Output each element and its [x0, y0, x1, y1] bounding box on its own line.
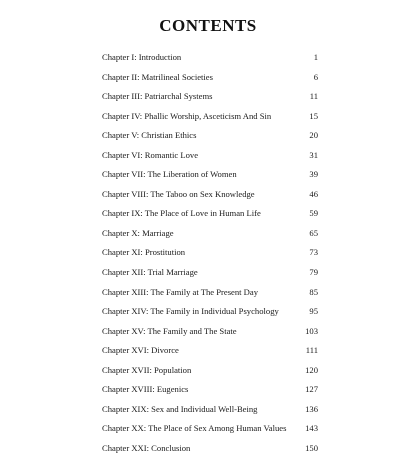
chapter-title: Chapter V: Christian Ethics [102, 130, 197, 141]
page-number: 11 [309, 91, 318, 102]
page-number: 31 [309, 149, 318, 160]
toc-entry [102, 50, 318, 70]
chapter-title: Chapter XI: Prostitution [102, 247, 186, 258]
page-number: 73 [309, 247, 318, 258]
toc-entry [102, 343, 318, 363]
chapter-title: Chapter XIV: The Family in Individual Psychology [102, 306, 279, 317]
chapter-title: Chapter XXI: Conclusion [102, 442, 191, 453]
toc-entry [102, 441, 318, 460]
page-number: 143 [305, 423, 318, 434]
page-number: 95 [309, 306, 318, 317]
chapter-title: Chapter XVII: Population [102, 364, 192, 375]
toc-entry [102, 226, 318, 246]
chapter-title: Chapter II: Matrilineal Societies [102, 71, 213, 82]
chapter-title: Chapter VII: The Liberation of Women [102, 169, 237, 180]
chapter-title: Chapter IX: The Place of Love in Human Life [102, 208, 261, 219]
page-number: 59 [309, 208, 318, 219]
page-number: 103 [305, 325, 318, 336]
page-number: 1 [313, 52, 318, 62]
page-number: 6 [313, 71, 318, 82]
page-number: 20 [309, 130, 318, 141]
toc-entry [102, 70, 318, 90]
page-number: 85 [309, 286, 318, 297]
page-number: 79 [309, 267, 318, 278]
toc-entry [102, 128, 318, 148]
toc-entry [102, 304, 318, 324]
chapter-title: Chapter X: Marriage [102, 227, 174, 238]
toc-entry [102, 421, 318, 441]
page-number: 65 [309, 227, 318, 238]
page-number: 127 [305, 384, 318, 395]
page-number: 150 [305, 442, 318, 453]
toc-entry [102, 187, 318, 207]
toc-entry [102, 363, 318, 383]
chapter-title: Chapter XX: The Place of Sex Among Human Values [102, 423, 287, 434]
chapter-title: Chapter XVI: Divorce [102, 345, 179, 356]
page-number: 111 [305, 345, 318, 356]
chapter-title: Chapter VIII: The Taboo on Sex Knowledge [102, 188, 255, 199]
page-number: 120 [305, 364, 318, 375]
toc-entry [102, 89, 318, 109]
toc-entry [102, 285, 318, 305]
chapter-title: Chapter I: Introduction [102, 52, 182, 62]
toc-entry [102, 245, 318, 265]
toc-entry [102, 206, 318, 226]
page-number: 39 [309, 169, 318, 180]
chapter-title: Chapter III: Patriarchal Systems [102, 91, 213, 102]
chapter-title: Chapter XII: Trial Marriage [102, 267, 198, 278]
page-number: 136 [305, 403, 318, 414]
toc-entry [102, 265, 318, 285]
page-number: 46 [309, 188, 318, 199]
toc-entry [102, 148, 318, 168]
chapter-title: Chapter XVIII: Eugenics [102, 384, 189, 395]
page-title: CONTENTS [159, 16, 257, 35]
toc-entry [102, 109, 318, 129]
toc-entry [102, 382, 318, 402]
chapter-title: Chapter VI: Romantic Love [102, 149, 199, 160]
page-number: 15 [309, 110, 318, 121]
toc-entry [102, 402, 318, 422]
chapter-title: Chapter IV: Phallic Worship, Asceticism And Sin [102, 110, 272, 121]
chapter-title: Chapter XV: The Family and The State [102, 325, 237, 336]
table-of-contents [102, 50, 318, 460]
toc-entry [102, 324, 318, 344]
toc-entry [102, 167, 318, 187]
chapter-title: Chapter XIX: Sex and Individual Well-Being [102, 403, 258, 414]
chapter-title: Chapter XIII: The Family at The Present Day [102, 286, 259, 297]
